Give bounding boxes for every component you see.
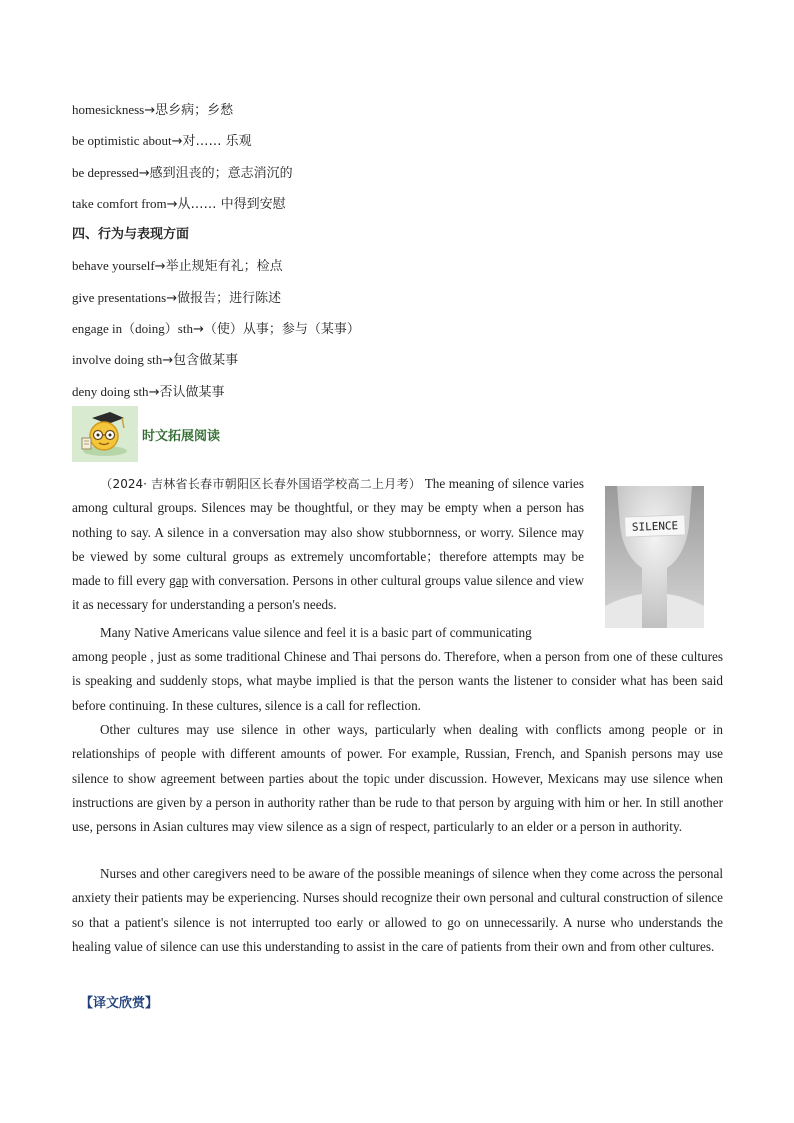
article-paragraph-1: （2024· 吉林省长春市朝阳区长春外国语学校高二上月考） The meaning of silence varies among cultural groups. Silences may be thoughtful, or they may be empty when a person has nothing to say. A silence in a conversation may also show stubbornness, or worry. Silence may be viewed by some cultural groups as extremely uncomfortable；therefore attempts may be made to fill every gap with conversation. Persons in other cultural groups value silence and view it as necessary for understanding a person's needs. [72, 476, 585, 613]
photo-tape-text: SILENCE [631, 519, 679, 534]
article-source: （2024· 吉林省长春市朝阳区长春外国语学校高二上月考） [100, 477, 422, 491]
vocab-line: behave yourself→举止规矩有礼；检点 [72, 258, 283, 275]
article-paragraph-2: among people , just as some traditional Chinese and Thai persons do. Therefore, when a person from one of these cultures is speaking and suddenly stops, what maybe implied is that the person wants the listener to consider what has been said before continuing. In these cultures, silence is a call for reflection. [72, 649, 723, 713]
banner-title: 时文拓展阅读 [142, 428, 221, 444]
underlined-word: gap [169, 573, 189, 589]
reading-banner [72, 406, 220, 462]
vocab-line: be optimistic about→对…… 乐观 [72, 133, 252, 150]
vocab-line: deny doing sth→否认做某事 [72, 383, 225, 400]
article-paragraph-2-first-line: Many Native Americans value silence and feel it is a basic part of communicating [100, 625, 532, 640]
cartoon-scholar-icon [72, 406, 138, 462]
article-paragraph-4: Nurses and other caregivers need to be aware of the possible meanings of silence when they come across the personal anxiety their patients may be experiencing. Nurses should recognize their own personal and cultural construction of silence so that a patient's silence is not interrupted too early or allowed to go on unnecessarily. A nurse who understands the healing value of silence can use this understanding to assist in the care of patients from their own and from other cultures. [72, 866, 723, 954]
vocab-line: engage in（doing）sth→（使）从事；参与（某事） [72, 321, 360, 338]
article-paragraph-3: Other cultures may use silence in other ways, particularly when dealing with conflicts among people or in relationships of people with different amounts of power. For example, Russian, French, and Spanish persons may use silence to show agreement between parties about the topic under discussion. However, Mexicans may use silence when instructions are given by a person in authority rather than be rude to that person by arguing with him or her. In still another use, persons in Asian cultures may view silence as a sign of respect, particularly to an elder or a person in authority. [72, 722, 723, 835]
vocabulary-list [72, 100, 722, 413]
vocab-line: take comfort from→从…… 中得到安慰 [72, 195, 286, 212]
vocab-line: be depressed→感到沮丧的；意志消沉的 [72, 164, 293, 181]
vocab-line: give presentations→做报告；进行陈述 [72, 289, 282, 306]
vocab-line: homesickness→思乡病；乡愁 [72, 102, 234, 118]
section-heading: 四、行为与表现方面 [72, 227, 190, 243]
silence-photo [605, 486, 704, 628]
vocab-line: involve doing sth→包含做某事 [72, 352, 239, 369]
translation-heading: 【译文欣赏】 [80, 996, 159, 1011]
